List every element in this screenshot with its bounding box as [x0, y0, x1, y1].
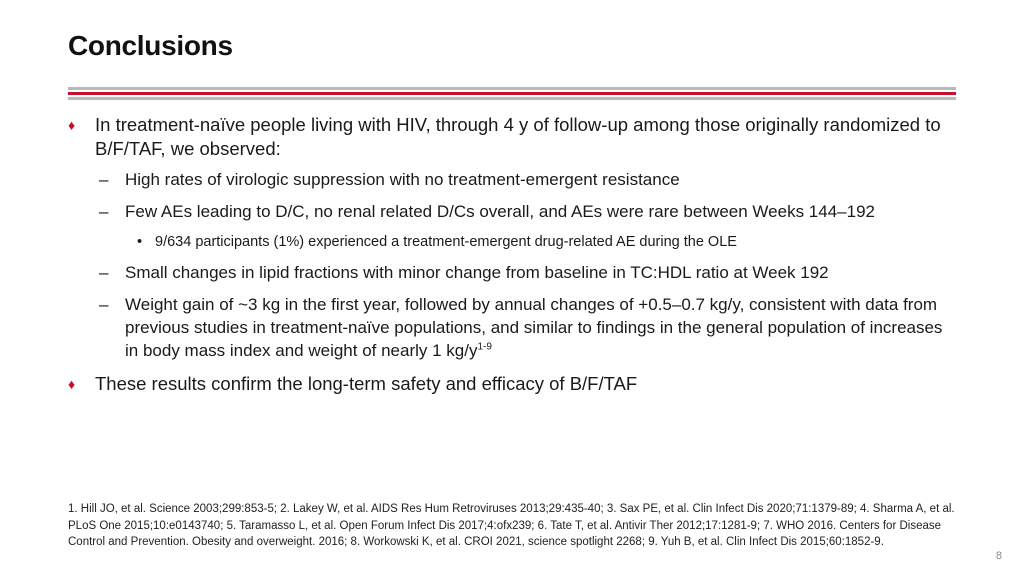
dash-bullet-icon: –	[99, 170, 109, 189]
bullet-text: In treatment-naïve people living with HIV, through 4 y of follow-up among those originally randomized to B/F/TAF, we observed:	[95, 114, 941, 159]
bullet-main-2	[68, 372, 948, 396]
header-divider-gray-lower	[68, 97, 956, 100]
slide-title: Conclusions	[68, 30, 233, 61]
bullet-text: Few AEs leading to D/C, no renal related D/Cs overall, and AEs were rare between Weeks 144–192	[125, 202, 875, 221]
dash-bullet-icon: –	[99, 202, 109, 221]
bullet-text: Small changes in lipid fractions with minor change from baseline in TC:HDL ratio at Week 192	[125, 263, 829, 282]
citation-superscript: 1-9	[477, 341, 492, 353]
bullet-main-1	[68, 113, 948, 161]
bullet-text: 9/634 participants (1%) experienced a treatment-emergent drug-related AE during the OLE	[155, 234, 737, 250]
diamond-bullet-icon: ♦	[68, 117, 76, 133]
dash-bullet-icon: –	[99, 295, 109, 314]
bullet-subsub-drug-related-ae	[68, 232, 948, 252]
bullet-text: These results confirm the long-term safety and efficacy of B/F/TAF	[95, 373, 638, 394]
page-number: 8	[995, 550, 1002, 562]
bullet-sub-virologic	[68, 168, 948, 191]
bullet-text: Weight gain of ~3 kg in the first year, followed by annual changes of +0.5–0.7 kg/y, consistent with data from previous studies in treatment-naïve populations, and similar to findings in the general population of increases in body mass index and weight of nearly 1 kg/y	[125, 295, 943, 360]
references: 1. Hill JO, et al. Science 2003;299:853-5; 2. Lakey W, et al. AIDS Res Hum Retroviruses 2013;29:435-40; 3. Sax PE, et al. Clin Infect Dis 2020;71:1379-89; 4. Sharma A, et al. PLoS One 2015;10:e0143740; 5. Taramasso L, et al. Open Forum Infect Dis 2017;4:ofx239; 6. Tate T, et al. Antivir Ther 2012;17:1281-9; 7. WHO 2016. Centers for Disease Control and Prevention. Obesity and overweight. 2016; 8. Workowski K, et al. CROI 2021, science spotlight 2268; 9. Yuh B, et al. Clin Infect Dis 2015;60:1852-9.	[68, 503, 955, 548]
header-divider-gray	[68, 87, 956, 90]
dash-bullet-icon: –	[99, 263, 109, 282]
bullet-sub-weight	[68, 293, 948, 362]
dot-bullet-icon: •	[137, 234, 143, 250]
bullet-sub-aes	[68, 200, 948, 223]
bullet-sub-lipids	[68, 261, 948, 284]
bullet-text: High rates of virologic suppression with no treatment-emergent resistance	[125, 170, 680, 189]
header-divider-red	[68, 92, 956, 95]
diamond-bullet-icon: ♦	[68, 376, 76, 392]
slide-body	[68, 113, 948, 403]
